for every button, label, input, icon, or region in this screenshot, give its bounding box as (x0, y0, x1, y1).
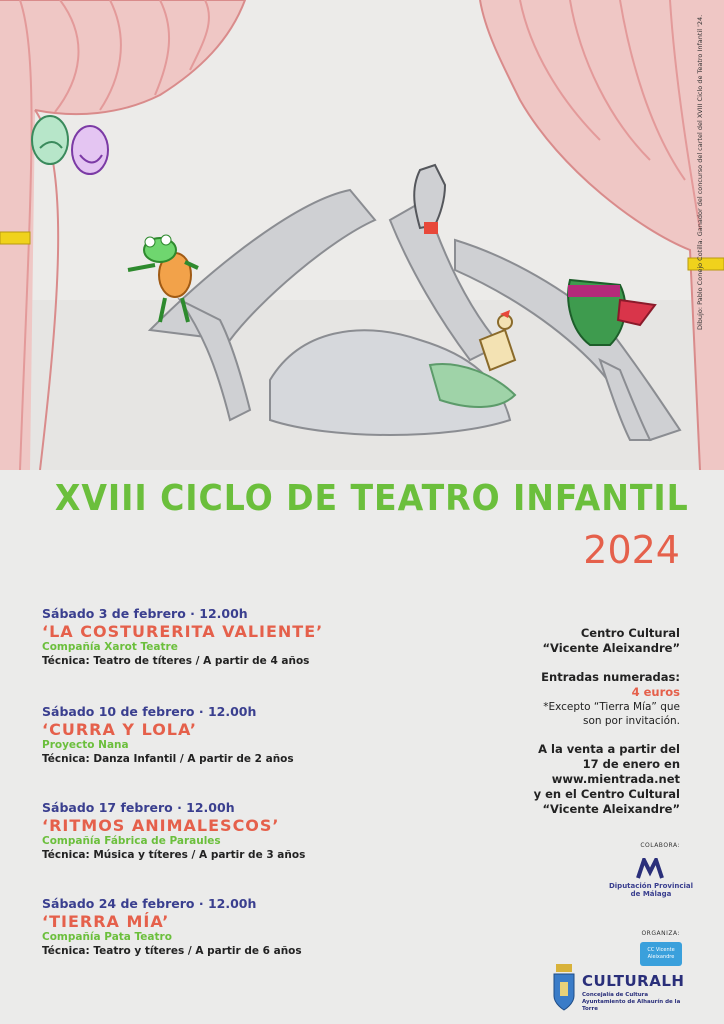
event-technique: Técnica: Música y títeres / A partir de 3 años (42, 849, 306, 861)
sale-line: “Vicente Aleixandre” (542, 802, 680, 816)
cc-badge-line: Aleixandre (647, 954, 675, 960)
event-date: Sábado 10 de febrero · 12.00h (42, 704, 257, 719)
event-technique: Técnica: Teatro y títeres / A partir de 6 años (42, 945, 302, 957)
colabora-name (606, 882, 696, 898)
sale-line: y en el Centro Cultural (533, 787, 680, 801)
event-company: Compañía Xarot Teatre (42, 641, 178, 653)
event-date: Sábado 17 febrero · 12.00h (42, 800, 235, 815)
coat-of-arms-icon (552, 962, 576, 1012)
sale-line: 17 de enero en (582, 757, 680, 771)
colabora-name-line: Diputación Provincial (608, 882, 694, 890)
tickets-note: son por invitación. (583, 715, 680, 727)
event-company: Proyecto Nana (42, 739, 129, 751)
tickets-label: Entradas numeradas: (541, 670, 680, 684)
organiza-label: ORGANIZA: (641, 930, 680, 937)
venue-line: Centro Cultural (580, 626, 680, 640)
event-title: ‘CURRA Y LOLA’ (42, 720, 197, 739)
event-title: ‘TIERRA MÍA’ (42, 912, 170, 931)
poster-illustration (0, 0, 724, 470)
event-date: Sábado 24 de febrero · 12.00h (42, 896, 257, 911)
colabora-label: COLABORA: (640, 842, 680, 849)
sale-line: A la venta a partir del (538, 742, 680, 756)
event-company: Compañía Fábrica de Paraules (42, 835, 221, 847)
poster-year: 2024 (583, 528, 680, 572)
tickets-note: *Excepto “Tierra Mía” que (543, 701, 680, 713)
venue-line: “Vicente Aleixandre” (542, 641, 680, 655)
event-title: ‘LA COSTURERITA VALIENTE’ (42, 622, 324, 641)
sale-website: www.mientrada.net (551, 772, 680, 786)
event-date: Sábado 3 de febrero · 12.00h (42, 606, 248, 621)
event-company: Compañía Pata Teatro (42, 931, 172, 943)
colabora-name-line: de Málaga (630, 890, 672, 898)
event-technique: Técnica: Danza Infantil / A partir de 2 años (42, 753, 294, 765)
venue-info (500, 626, 680, 656)
tickets-price: 4 euros (631, 685, 680, 699)
event-title: ‘RITMOS ANIMALESCOS’ (42, 816, 280, 835)
culturalh-sub (582, 992, 682, 1013)
culturalh-sub-line: Concejalía de Cultura (582, 992, 649, 998)
ticket-info (500, 670, 680, 728)
cc-badge-line: CC Vicente (647, 947, 675, 953)
illustration-credit: Dibujo: Pablo Conejo Cotilla. Ganador del concurso del cartel del XVIII Ciclo de Teatro Infantil '24. (696, 14, 704, 330)
event-2 (42, 704, 462, 765)
event-3 (42, 800, 462, 861)
cc-badge (640, 942, 682, 966)
sale-info (500, 742, 680, 817)
poster-title: XVIII CICLO DE TEATRO INFANTIL (54, 478, 689, 519)
diputacion-logo-icon (636, 858, 664, 880)
culturalh-brand: CULTURALH (582, 972, 685, 990)
event-technique: Técnica: Teatro de títeres / A partir de 4 años (42, 655, 310, 667)
event-1 (42, 606, 462, 667)
event-4 (42, 896, 462, 957)
culturalh-sub-line: Ayuntamiento de Alhaurín de la Torre (582, 999, 681, 1012)
